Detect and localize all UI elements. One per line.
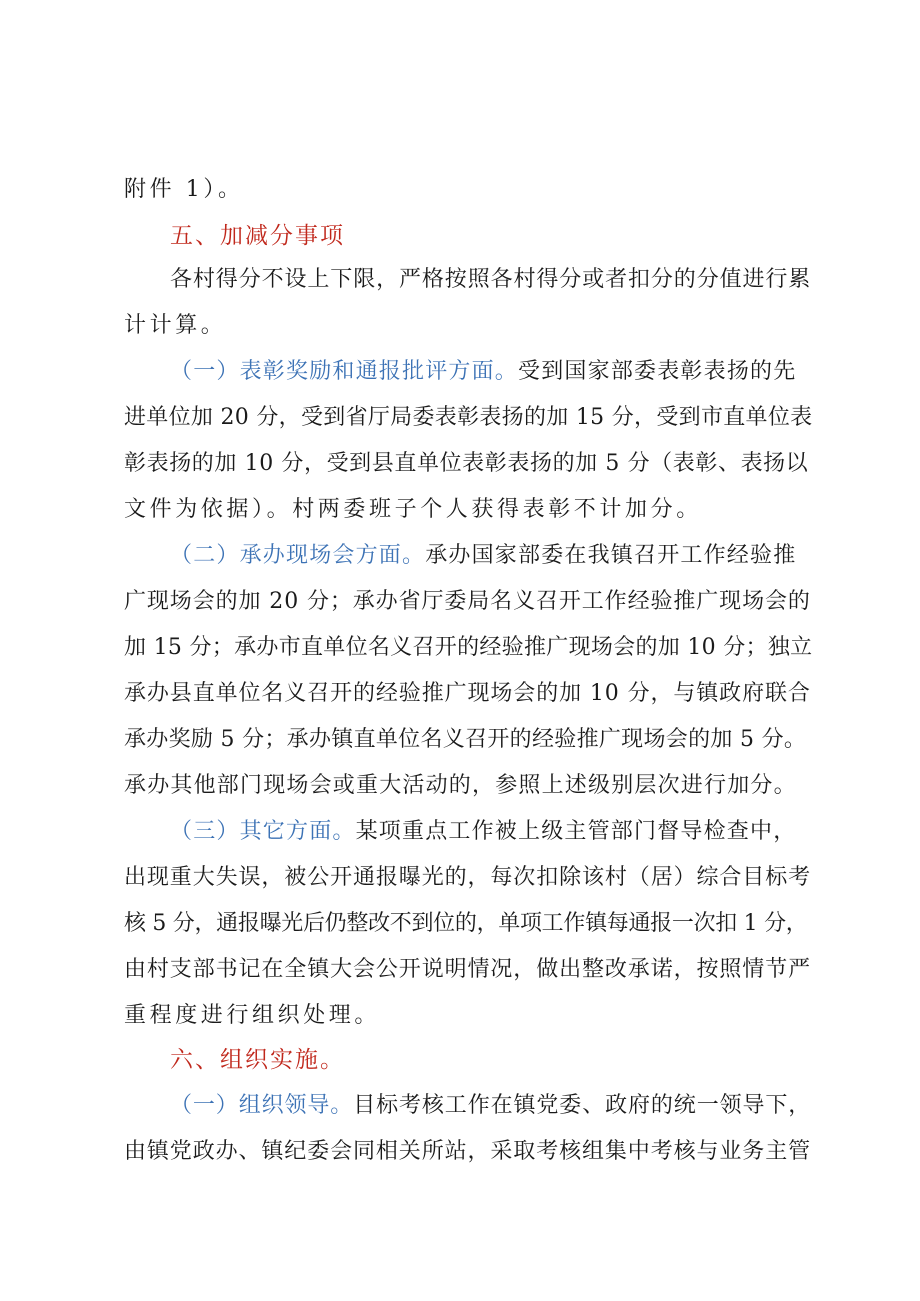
text-line: 各村得分不设上下限，严格按照各村得分或者扣分的分值进行累	[170, 267, 812, 292]
text-line: 承办其他部门现场会或重大活动的，参照上述级别层次进行加分。	[124, 773, 797, 798]
subheading-hosting: （二）承办现场会方面。	[170, 543, 426, 568]
text-line: 彰表扬的加 10 分，受到县直单位表彰表扬的加 5 分（表彰、表扬以	[124, 451, 809, 476]
text-line: 承办县直单位名义召开的经验推广现场会的加 10 分，与镇政府联合	[124, 681, 811, 706]
text-run: 某项重点工作被上级主管部门督导检查中，	[355, 819, 797, 844]
section-heading-5: 五、加减分事项	[170, 223, 345, 249]
text-run: 目标考核工作在镇党委、政府的统一领导下，	[353, 1093, 812, 1118]
paragraph-line	[170, 542, 814, 570]
text-line: 文件为依据）。村两委班子个人获得表彰不计加分。	[124, 497, 702, 522]
subheading-commendation: （一）表彰奖励和通报批评方面。	[170, 359, 519, 384]
subheading-leadership: （一）组织领导。	[170, 1093, 354, 1118]
text-line: 出现重大失误，被公开通报曝光的，每次扣除该村（居）综合目标考	[124, 865, 812, 890]
text-line: 加 15 分；承办市直单位名义召开的经验推广现场会的加 10 分；独立	[124, 635, 813, 660]
section-heading-6: 六、组织实施。	[170, 1047, 345, 1073]
text-line: 重程度进行组织处理。	[124, 1003, 381, 1028]
text-line: 由村支部书记在全镇大会公开说明情况，做出整改承诺，按照情节严	[124, 957, 812, 982]
text-line: 核 5 分，通报曝光后仍整改不到位的，单项工作镇每通报一次扣 1 分，	[124, 911, 808, 936]
paragraph-line	[170, 358, 814, 386]
text-line: 承办奖励 5 分；承办镇直单位名义召开的经验推广现场会的加 5 分。	[124, 727, 807, 752]
text-line: 附件 1）。	[124, 177, 244, 202]
subheading-other: （三）其它方面。	[170, 819, 356, 844]
text-line: 计计算。	[124, 313, 227, 338]
paragraph-line	[170, 818, 814, 846]
text-run: 承办国家部委在我镇召开工作经验推	[425, 543, 797, 568]
text-run: 受到国家部委表彰表扬的先	[518, 359, 797, 384]
paragraph-line	[170, 1092, 814, 1120]
text-line: 广现场会的加 20 分；承办省厅委局名义召开工作经验推广现场会的	[124, 589, 811, 614]
text-line: 由镇党政办、镇纪委会同相关所站，采取考核组集中考核与业务主管	[124, 1139, 812, 1164]
text-line: 进单位加 20 分，受到省厅局委表彰表扬的加 15 分，受到市直单位表	[124, 405, 813, 430]
